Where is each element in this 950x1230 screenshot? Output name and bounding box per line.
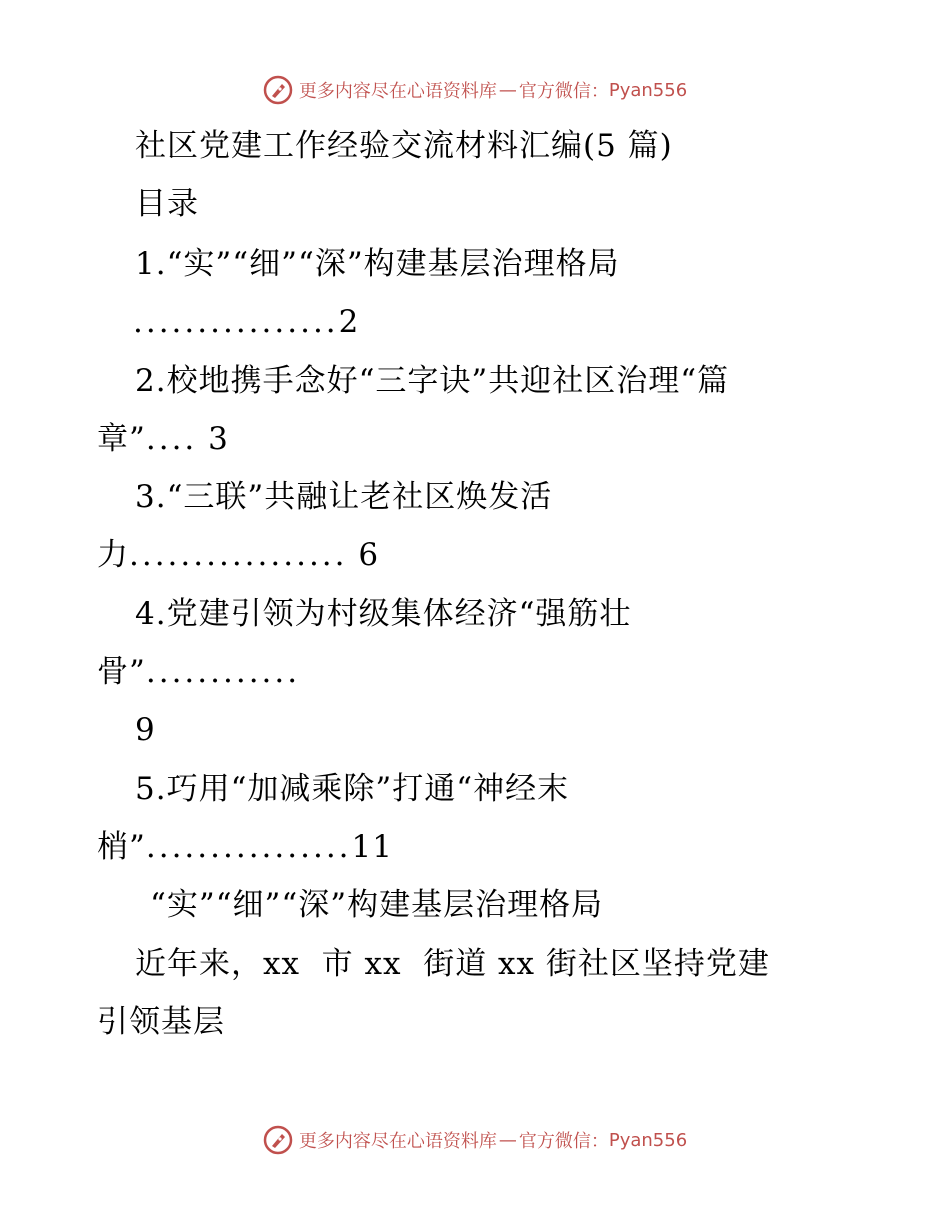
watermark-text: 更多内容尽在心语资料库 xyxy=(298,1131,497,1152)
toc-item-3-leader xyxy=(97,535,379,575)
toc-item-5-page: 11 xyxy=(351,829,393,865)
toc-item-3-dots: ................. xyxy=(129,537,348,573)
toc-item-5-dots: ................ xyxy=(145,829,352,865)
watermark-text: 更多内容尽在心语资料库 xyxy=(298,81,497,102)
toc-item-5-lead: 梢” xyxy=(97,829,146,865)
watermark-label: 官方微信： xyxy=(518,81,609,102)
toc-item-2-dots: .... xyxy=(145,421,198,457)
body-paragraph-line-2: 引领基层 xyxy=(97,1004,225,1040)
toc-item-1-page: 2 xyxy=(338,304,360,340)
toc-item-3-title: 3.“三联”共融让老社区焕发活 xyxy=(135,479,553,515)
toc-item-5-leader xyxy=(97,827,393,867)
toc-heading: 目录 xyxy=(135,186,199,222)
toc-item-2-title: 2.校地携手念好“三字诀”共迎社区治理“篇 xyxy=(135,363,730,399)
toc-item-3-lead: 力 xyxy=(97,537,129,573)
watermark-label: 官方微信： xyxy=(518,1131,609,1152)
toc-item-4-lead: 骨” xyxy=(97,654,146,690)
watermark-dash: — xyxy=(498,79,517,101)
toc-item-4-page: 9 xyxy=(135,712,156,748)
section-title: “实”“细”“深”构建基层治理格局 xyxy=(150,887,604,923)
toc-item-4-dots: ............ xyxy=(145,654,301,690)
watermark-account: Pyan556 xyxy=(608,1129,688,1151)
toc-item-1-leader xyxy=(133,302,359,342)
toc-item-4-leader xyxy=(97,652,300,692)
toc-item-2-leader xyxy=(97,419,229,459)
header-watermark xyxy=(0,72,950,108)
document-title: 社区党建工作经验交流材料汇编(5 篇) xyxy=(135,128,673,164)
toc-item-1-title: 1.“实”“细”“深”构建基层治理格局 xyxy=(135,246,620,282)
body-paragraph-line-1: 近年来，xx 市 xx 街道 xx 街社区坚持党建 xyxy=(135,946,770,982)
footer-watermark xyxy=(0,1122,950,1158)
toc-item-2-lead: 章” xyxy=(97,421,146,457)
pen-nib-logo-icon xyxy=(263,1125,293,1155)
watermark-dash: — xyxy=(498,1129,517,1151)
toc-item-2-page: 3 xyxy=(197,421,229,457)
toc-item-5-title: 5.巧用“加减乘除”打通“神经末 xyxy=(135,771,570,807)
toc-item-1-dots: ................ xyxy=(133,304,339,340)
toc-item-4-title: 4.党建引领为村级集体经济“强筋壮 xyxy=(135,596,632,632)
watermark-account: Pyan556 xyxy=(608,79,688,101)
toc-item-3-page: 6 xyxy=(347,537,380,573)
pen-nib-logo-icon xyxy=(263,75,293,105)
